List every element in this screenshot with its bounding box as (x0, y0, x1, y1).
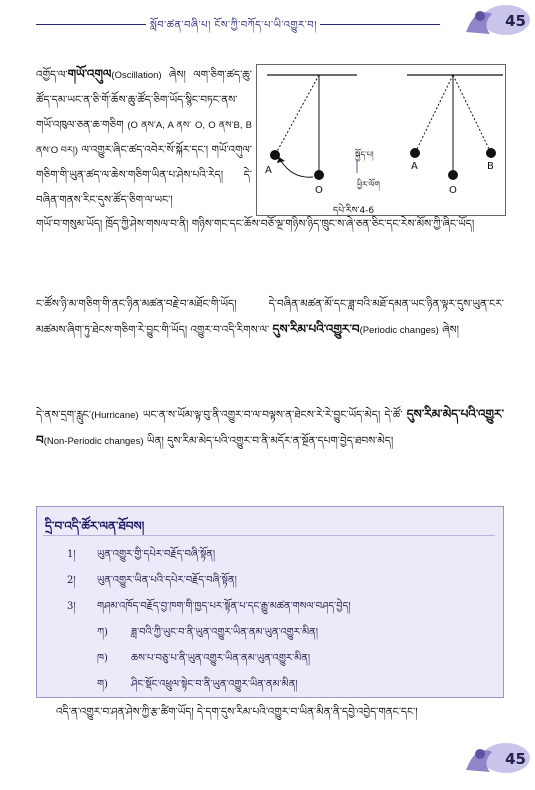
exercise-subitem-number: ག) (97, 679, 108, 690)
page-number-badge-bottom (462, 740, 532, 776)
figure-caption: དཔེ་རིས་4-6 (333, 206, 375, 215)
text-segment: ཞེས། (442, 324, 459, 336)
header-title: སློབ་ཚན་བཞི་པ། ངོས་ཀྱི་བཀོད་པ་ཡི་འགྱུར་བ། (150, 20, 317, 31)
exercise-item-number: 2། (67, 575, 76, 586)
term-non-periodic: དུས་རིམ་མེད་པའི་འགྱུར་བ (36, 407, 504, 447)
paragraph-bottom: འདི་ན་འགྱུར་བ་ཤན་ཤེས་ཀྱི་རྩ་ཚིག་ཡོད། དེ་དག་དུས་རིམ་པའི་འགྱུར་བ་ཡིན་མིན་ནི་དབྱེ་འབྱེད་གནང་དང་། (56, 706, 418, 718)
text-segment: ཡང་ན་ས་ཡོམ་ལྟ་བུ་ནི་འགྱུར་བ་ལ་བལྟས་ན་ཐེངས་རེ་རེ་བྱུང་ཡོད་མེད། དེ་ཚོ་ (142, 409, 403, 421)
paragraph-periodic (36, 292, 504, 343)
english-term-periodic: (Periodic changes) (359, 325, 439, 336)
text-segment: ཞེས། ལག་ཅིག་ཚད་ཆུ་ཚོད་དམ་ཡང་ན་ཅི་གོ་ཆོས་ཆུ་ཚོད་ཅིག་ཡོད་སྙིང་བཏང་ནས་གཡོ་འཁུལ་ཅན་ཆ་གཅིག (36, 69, 252, 131)
exercise-item-number: 3། (67, 601, 76, 612)
exercise-item-text: གཤམ་འཁོད་བརྗོད་བྱ་ཁག་གི་ཁྱད་པར་སྟོན་པ་དང་རྒྱུ་མཚན་གསལ་བཤད་བྱེད། (97, 601, 351, 612)
english-term-non-periodic: (Non-Periodic changes) (43, 436, 144, 447)
exercise-subitem-text: ཤིང་སྡོང་འཕྲུལ་སྟེང་བ་ནི་ཡུན་འགྱུར་ཡིན་ནམ་མིན། (131, 679, 298, 690)
text-segment: ལ་འགྱུར་ཞིང་ཚད་འབེར་སོ་སྐོར་དང་། གཡོ་འགུལ་གཅིག་གི་ཡུན་ཚད་ལ་ཆེས་གཅིག་ཡིན་པ་ཤེས་པའི་རེད། དེ་བཞིན་གནས་རིང་དུས་ཚོད་ཅིག་ལ་ཡང་། (36, 144, 252, 206)
text-segment: ང་ཚོས་ཉི་མ་གཅིག་གི་ནང་ཉིན་མཚན་བརྗེ་བ་མཐོང་གི་ཡོད། དེ་བཞིན་མཚན་མོ་དང་ཟླ་བའི་མཐོ་དམན་ཡང་ཉིན་ལྟར་དུས་ཡུན་ངར་མཚམས་ཞིག་ཏུ་ཐེངས་གཅིག་རེ་བྱུང་གི་ཡོད། འགྱུར་བ་འདི་རིགས་ལ་ (36, 298, 504, 336)
english-term-oscillation: (Oscillation) (111, 70, 162, 81)
label-right-A: A (411, 161, 418, 172)
exercise-subitem-number: ཀ) (97, 627, 108, 638)
exercise-title: དྲི་བ་འདི་ཚོར་ལན་ཐོབས། (45, 519, 145, 533)
label-right-O: O (449, 185, 457, 196)
exercise-item-number: 1། (67, 549, 76, 560)
right-bob-B (486, 148, 496, 158)
header-rule-left (36, 24, 146, 25)
coords-text-1: (O ནས་A, A ནས་ (127, 120, 192, 131)
header-rule-right (320, 24, 440, 25)
paragraph-oscillation-intro (36, 62, 252, 213)
pendulum-diagram (257, 65, 505, 215)
text-segment: ཡིན། དུས་རིམ་མེད་པའི་འགྱུར་བ་ནི་མདོར་ན་སྔོན་དཔག་བྱེད་ཐབས་མེད། (146, 435, 394, 447)
page-number-badge-top (462, 2, 532, 38)
exercise-divider (43, 535, 495, 536)
right-bob-O (448, 170, 458, 180)
exercise-item-text: ཡུན་འགྱུར་ཡིན་པའི་དཔེར་བརྗོད་བཞི་སྟོན། (97, 575, 237, 586)
term-periodic: དུས་རིམ་པའི་འགྱུར་བ (272, 322, 360, 336)
pendulum-figure (256, 64, 506, 216)
right-string-B (453, 75, 491, 153)
swing-arc-arrow (281, 161, 313, 177)
exercise-subitem-text: ཆས་པ་བཅུ་པ་ནི་ཡུན་འགྱུར་ཡིན་ནམ་ཡུན་འགྱུར་མིན། (131, 653, 311, 664)
label-return: ཕྱིར་ལོག (357, 180, 380, 189)
exercise-box (36, 506, 504, 698)
text-segment: འགྱོད་ལ་ (36, 69, 68, 81)
exercise-subitem-number: ཁ) (97, 653, 108, 664)
text-segment: དེ་ནས་དྲག་རླུང་ (36, 409, 92, 421)
label-right-B: B (487, 161, 494, 172)
paragraph-non-periodic (36, 402, 504, 454)
label-swing: སྐྱོད་པ། (355, 150, 374, 159)
label-left-O: O (315, 185, 323, 196)
left-string-swung (275, 75, 319, 155)
coords-text-2: O, O ནས་B, B ནས་O བར།) (36, 120, 252, 156)
left-bob-rest (314, 170, 324, 180)
exercise-item-text: ཡུན་འགྱུར་གྱི་དཔེར་བརྗོད་བཞི་སྟོན། (97, 549, 216, 560)
term-oscillation: གཡོ་འགུལ (67, 67, 112, 81)
right-string-A (415, 75, 453, 153)
exercise-subitem-text: ཟླ་བའི་ཀྱི་ཡུང་བ་ནི་ཡུན་འགྱུར་ཡིན་ནམ་ཡུན་འགྱུར་མིན། (131, 627, 318, 638)
page-number-top: 45 (505, 12, 526, 30)
page-number-bottom: 45 (505, 750, 526, 768)
right-bob-A (410, 148, 420, 158)
label-left-A: A (265, 165, 272, 176)
english-term-hurricane: (Hurricane) (91, 410, 139, 421)
paragraph-oscillation-cont: གཡོ་བ་གསུམ་ཡོད། ཁྲོད་ཀྱི་ཤེས་གསལ་བ་ནི། གཉིས་གང་དང་ཆོས་བཅོ་ལྔ་གཉིས་ཉིད་ཁྲུང་ས་ཞེ་ཅན་ཅིང་དང་རེས་མོས་ཀྱི་ཞིང་ཡོད། (36, 218, 475, 230)
